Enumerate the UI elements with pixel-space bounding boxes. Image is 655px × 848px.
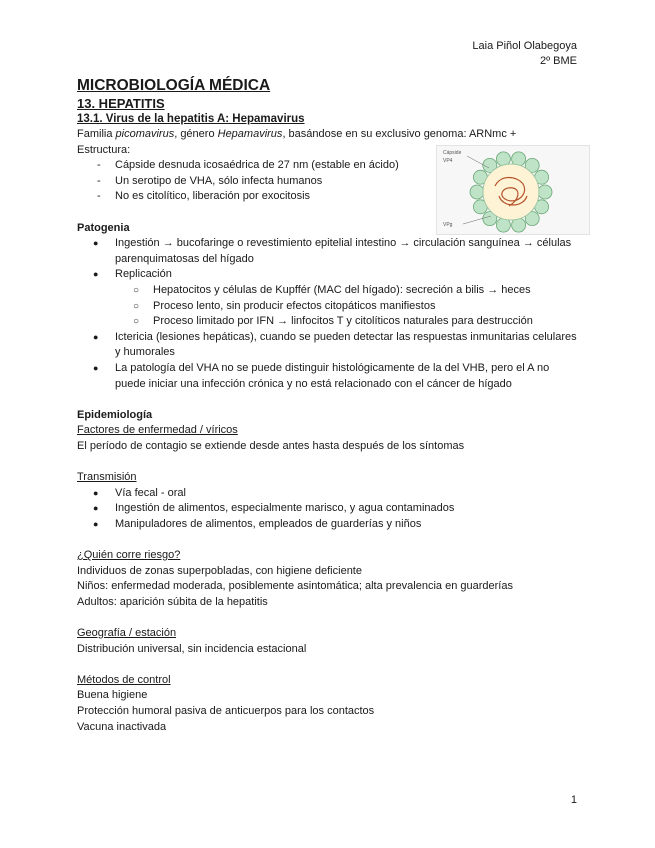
riesgo-line: Niños: enfermedad moderada, posiblemente asintomática; alta prevalencia en guarderías	[77, 580, 513, 593]
structure-item: - No es citolítico, liberación por exocitosis	[97, 189, 442, 205]
structure-label: Estructura:	[77, 143, 131, 156]
transmision-item: ● Manipuladores de alimentos, empleados de guarderías y niños	[115, 517, 577, 533]
virus-structure-figure	[436, 145, 590, 235]
course-label: 2º BME	[539, 55, 577, 67]
transmision-heading: Transmisión	[77, 471, 137, 484]
structure-item: - Cápside desnuda icosaédrica de 27 nm (estable en ácido)	[97, 158, 442, 174]
document-title: MICROBIOLOGÍA MÉDICA	[77, 77, 271, 94]
patogenia-item: ● La patología del VHA no se puede distinguir histológicamente de la del VHB, pero el A no puede iniciar una infección crónica y no está relacionado con el cáncer de hígado	[115, 361, 577, 392]
capsomer	[470, 185, 484, 199]
transmision-item: ● Vía fecal - oral	[115, 486, 577, 502]
chapter-title: 13. HEPATITIS	[77, 96, 165, 111]
patogenia-list	[77, 236, 577, 392]
geografia-heading: Geografía / estación	[77, 627, 177, 639]
geografia-text: Distribución universal, sin incidencia estacional	[77, 642, 307, 655]
epidemiologia-heading: Epidemiología	[77, 408, 153, 421]
figure-label: VPg	[443, 222, 453, 228]
patogenia-item: ● Replicación ○ Hepatocitos y células de Kupffér (MAC del hígado): secreción a bilis → heces ○ Proceso lento, sin producir efectos citopáticos manifiestos ○ Proceso limitado por IFN → linfocitos T y citolíticos naturales para destrucción	[115, 267, 577, 329]
replicacion-subitem: ○ Hepatocitos y células de Kupffér (MAC del hígado): secreción a bilis → heces	[153, 283, 577, 299]
factores-text: El período de contagio se extiende desde antes hasta después de los síntomas	[77, 439, 465, 452]
replicacion-subitem: ○ Proceso limitado por IFN → linfocitos T y citolíticos naturales para destrucción	[153, 314, 577, 330]
riesgo-heading: ¿Quién corre riesgo?	[77, 549, 181, 562]
family-name: picomavirus	[115, 128, 175, 140]
factores-heading: Factores de enfermedad / víricos	[77, 424, 238, 437]
structure-item: - Un serotipo de VHA, sólo infecta humanos	[97, 174, 442, 190]
replicacion-subitem: ○ Proceso lento, sin producir efectos citopáticos manifiestos	[153, 299, 577, 315]
patogenia-item: ● Ingestión → bucofaringe o revestimiento epitelial intestino → circulación sanguínea → células parenquimatosas del hígado	[115, 236, 577, 267]
section-heading: 13.1. Virus de la hepatitis A: Hepamavirus	[77, 113, 305, 125]
genus-name: Hepamavirus	[217, 128, 283, 140]
virus-diagram	[437, 146, 589, 234]
figure-label: VP4	[443, 158, 453, 164]
replicacion-sublist	[115, 283, 577, 330]
control-heading: Métodos de control	[77, 673, 171, 686]
capsomer	[538, 185, 552, 199]
capsid-core	[483, 164, 539, 220]
page-number: 1	[570, 794, 577, 806]
transmision-list	[77, 486, 577, 533]
control-line: Buena higiene	[77, 689, 148, 702]
control-line: Protección humoral pasiva de anticuerpos para los contactos	[77, 704, 375, 717]
transmision-item: ● Ingestión de alimentos, especialmente marisco, y agua contaminados	[115, 501, 577, 517]
control-line: Vacuna inactivada	[77, 720, 167, 733]
figure-label: Cápside	[443, 150, 462, 156]
riesgo-line: Adultos: aparición súbita de la hepatitis	[77, 595, 268, 608]
structure-list	[77, 158, 442, 205]
intro-text: Familia picomavirus, género Hepamavirus, basándose en su exclusivo genoma: ARNmc +	[77, 128, 517, 140]
patogenia-heading: Patogenia	[77, 221, 130, 234]
riesgo-line: Individuos de zonas superpobladas, con higiene deficiente	[77, 564, 362, 577]
author-name: Laia Piñol Olabegoya	[472, 40, 577, 52]
patogenia-item: ● Ictericia (lesiones hepáticas), cuando se pueden detectar las respuestas inmunitarias celulares y humorales	[115, 330, 577, 361]
